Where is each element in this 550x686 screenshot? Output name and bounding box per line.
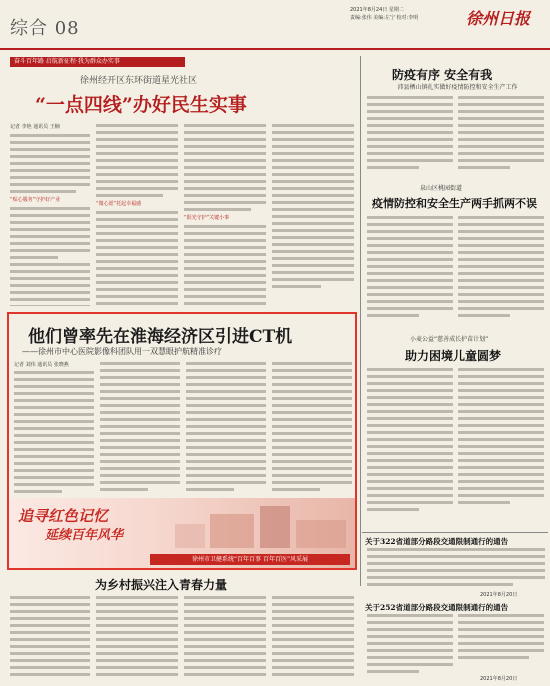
banner-line-1: 追寻红色记忆 [18,507,109,525]
bottom-col-2 [96,596,178,684]
column-divider [360,56,361,586]
notice-2-col-2 [458,614,544,674]
notice-2-title: 关于252省道部分路段交通限制通行的通告 [365,603,509,612]
topic-tag: 奋斗百年路 启航新征程·我为群众办实事 [10,57,185,67]
banner-line-2: 延续百年风华 [45,528,124,543]
right-top-col-2 [458,96,544,180]
right-low-headline: 助力困境儿童圆梦 [405,349,502,363]
story-kicker: 徐州经开区东环街道星光社区 [80,76,198,86]
story-headline: “一点四线”办好民生实事 [35,94,247,116]
feature-byline: 记者 刘伟 通讯员 张晓燕 [14,362,69,368]
bottom-col-4 [272,596,354,684]
notice-1-body [367,548,545,590]
notice-2-col-1 [367,614,453,682]
notice-2-date: 2021年8月20日 [480,676,518,682]
right-mid-headline: 疫情防控和安全生产两手抓两不误 [372,197,537,210]
feature-col-3 [186,362,266,495]
feature-subtitle: ——徐州市中心医院影像科团队用一双慧眼护航精准诊疗 [22,347,222,356]
subhead-2: “微心愿”托起幸福感 [96,201,142,207]
right-low-col-2 [458,368,544,528]
pub-editors: 责编:张伟 美编:左宁 校对:李明 [350,15,419,21]
subhead-3: “阳光守护”关键小事 [184,215,230,221]
right-mid-col-2 [458,216,544,330]
bottom-headline: 为乡村振兴注入青春力量 [95,578,228,592]
feature-col-2 [100,362,180,495]
banner-credit: 徐州市卫健系统“百年百事 百年百医”风采展 [150,554,350,565]
right-top-headline: 防疫有序 安全有我 [392,68,493,82]
subhead-1: “贴心服务”守护好产业 [10,197,61,203]
story-column-2 [96,124,178,306]
feature-headline: 他们曾率先在淮海经济区引进CT机 [28,327,293,347]
story-column-1 [10,134,90,306]
pub-date: 2021年8月24日 星期二 [350,7,404,13]
right-mid-kicker: 泉山区桃园街道 [420,185,463,192]
publication-info [350,6,460,22]
right-top-col-1 [367,96,453,180]
section-title: 综合 08 [10,18,80,39]
building-illustration [170,500,355,550]
right-mid-col-1 [367,216,453,330]
story-byline: 记者 李艳 通讯员 王楠 [10,124,60,130]
notice-1-title: 关于322省道部分路段交通限制通行的通告 [365,537,509,546]
paper-logo: 徐州日报 [466,9,531,28]
bottom-col-1 [10,596,90,684]
right-top-subtitle: 沛县栖山镇扎实做好疫情防控和安全生产工作 [397,84,518,91]
notice-divider [362,532,548,533]
notice-1-date: 2021年8月20日 [480,592,518,598]
feature-col-1 [14,371,94,495]
story-column-3 [184,124,266,306]
bottom-col-3 [184,596,266,684]
feature-col-4 [272,362,352,495]
right-low-kicker: 小麦公益“慈善成长护苗计划” [410,336,489,343]
right-low-col-1 [367,368,453,528]
story-column-4 [272,124,354,306]
